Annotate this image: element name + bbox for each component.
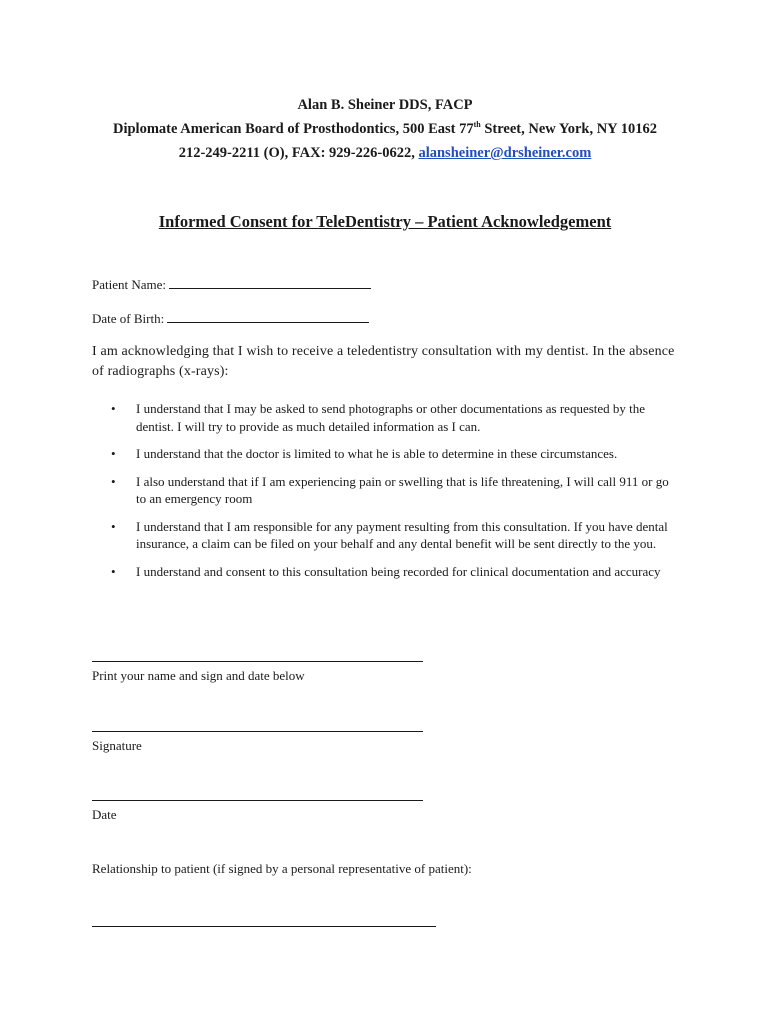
print-name-line[interactable] [92,661,423,662]
doctor-name: Alan B. Sheiner DDS, FACP [297,97,473,113]
print-name-block [92,661,432,684]
list-item [92,473,682,508]
bullet-icon: • [111,473,116,489]
date-line[interactable] [92,800,423,801]
relationship-line[interactable] [92,926,436,927]
list-item-text: I also understand that if I am experiencing pain or swelling that is life threatening, I will call 911 or go to an emergency room [136,473,669,506]
list-item [92,400,682,435]
dob-blank[interactable] [167,312,369,323]
bullet-icon: • [111,518,116,534]
list-item [92,563,682,581]
date-block [92,800,432,823]
signature-block [92,731,432,754]
board-address-line [0,117,770,141]
email-link[interactable]: alansheiner@drsheiner.com [418,145,592,161]
dob-row [92,311,369,327]
document-title: Informed Consent for TeleDentistry – Patient Acknowledgement [158,212,612,231]
list-item-text: I understand that I may be asked to send photographs or other documentations as requested by the dentist. I will try to provide as much detailed information as I can. [136,401,646,434]
list-item-text: I understand that the doctor is limited to what he is able to determine in these circumstances. [136,446,618,461]
intro-paragraph: I am acknowledging that I wish to receive a teledentistry consultation with my dentist. In the absence of radiographs (x-rays): [92,344,675,379]
phone-fax: 212-249-2211 (O), FAX: 929-226-0622, [178,145,419,161]
print-name-label: Print your name and sign and date below [92,668,305,683]
board-prefix: Diplomate American Board of Prosthodontics, 500 East 77 [112,121,474,137]
list-item [92,445,682,463]
letterhead [0,93,770,165]
signature-line[interactable] [92,731,423,732]
bullet-icon: • [111,446,116,461]
signature-label: Signature [92,738,142,753]
relationship-label: Relationship to patient (if signed by a personal representative of patient): [92,861,472,876]
patient-name-blank[interactable] [169,278,371,289]
date-label: Date [92,807,117,822]
board-suffix: Street, New York, NY 10162 [480,121,657,137]
bullet-icon: • [111,401,116,416]
list-item-text: I understand and consent to this consultation being recorded for clinical documentation and accuracy [136,563,661,579]
patient-name-label: Patient Name: [92,277,170,292]
acknowledgement-list [92,400,682,590]
contact-line [0,141,770,165]
ordinal-suffix: th [473,120,481,130]
dob-label: Date of Birth: [92,311,168,326]
list-item [92,518,682,553]
list-item-text: I understand that I am responsible for any payment resulting from this consultation. If you have dental insurance, a claim can be filed on your behalf and any dental benefit will be sent directly to the you. [136,518,668,551]
bullet-icon: • [111,563,116,579]
patient-name-row [92,277,371,293]
